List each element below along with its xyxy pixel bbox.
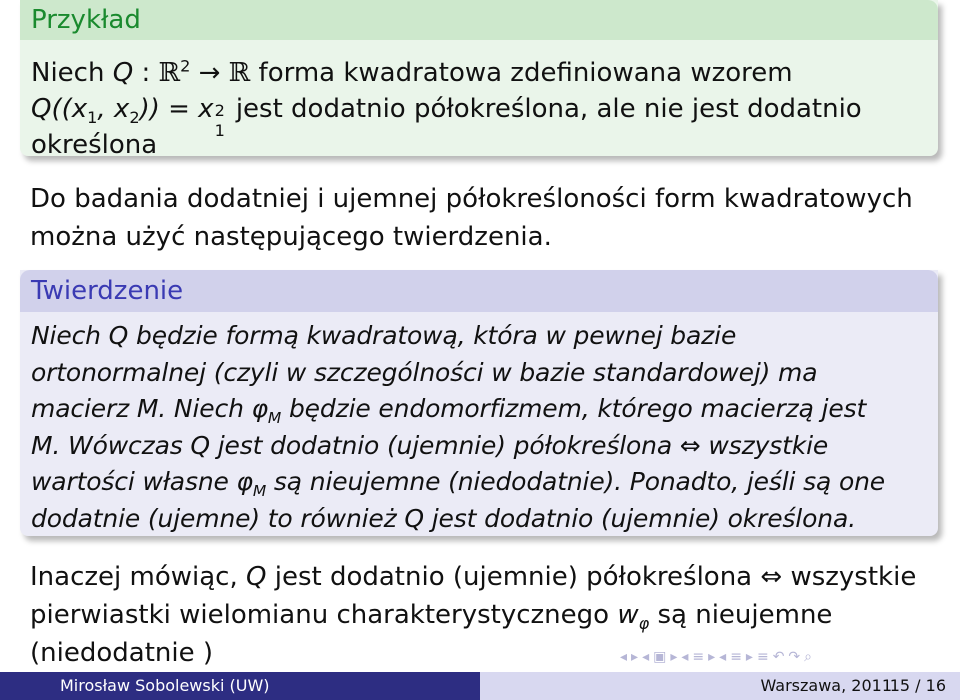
navigation-symbols (620, 648, 952, 666)
math-exponent: 2 (180, 56, 191, 76)
nav-slide-icon[interactable]: ▣ (653, 649, 667, 665)
nav-forward-icon[interactable]: ↷ (788, 649, 801, 665)
footer-right (480, 672, 960, 700)
paragraph-text: Inaczej mówiąc, (30, 562, 246, 592)
nav-section-icon[interactable]: ≡ (730, 649, 742, 665)
nav-subsection-icon[interactable]: ≡ (692, 649, 705, 665)
paragraph-line: można użyć następującego twierdzenia. (30, 222, 552, 252)
math-subscript: 2 (129, 108, 140, 128)
math-subscript: 1 (87, 108, 98, 128)
theorem-title: Twierdzenie (20, 270, 938, 312)
math-phi: φ (251, 394, 268, 423)
example-text: forma kwadratowa zdefiniowana wzorem (250, 58, 793, 88)
theorem-text: są nieujemne (niedodatnie). Ponadto, jeśli są one (266, 467, 886, 496)
footer-left (0, 672, 480, 700)
paragraph-line (30, 596, 930, 634)
theorem-line: dodatnie (ujemne) to również Q jest dodatnio (ujemnie) określona. (31, 503, 856, 533)
paragraph-line: Do badania dodatniej i ujemnej półokreśloności form kwadratowych (30, 184, 913, 214)
math-subscript: M (267, 409, 282, 427)
theorem-line (31, 391, 938, 428)
paragraph-text: są nieujemne (649, 600, 833, 630)
math-subscript: φ (638, 614, 650, 634)
math-subscript: M (252, 482, 267, 500)
iff-symbol: ⇔ (760, 562, 783, 592)
example-line-1 (31, 55, 938, 91)
example-title: Przykład (20, 0, 938, 40)
nav-back-icon[interactable]: ↶ (772, 649, 785, 665)
theorem-body (20, 312, 938, 537)
math-colon: : (133, 58, 159, 88)
math-expr: , x (97, 94, 130, 124)
math-Q: Q (246, 562, 267, 592)
math-phi: φ (236, 467, 253, 496)
paragraph-line (30, 558, 930, 596)
nav-document-icon[interactable]: ≡ (756, 649, 769, 665)
paragraph-line: (niedodatnie ) (30, 638, 213, 668)
nav-prev-subsection-icon[interactable]: ◂ (681, 649, 689, 665)
nav-search-icon[interactable]: ⌕ (804, 649, 812, 665)
paragraph-text: wszystkie (782, 562, 917, 592)
math-expr: )) = x (139, 94, 214, 124)
example-line-2: $Q((x_1$, $x_2)) = x$ 2 1 jest dodatnio półokreślona, ale nie jest dodatnio (31, 94, 862, 140)
math-R: ℝ (228, 58, 251, 88)
nav-next-section-icon[interactable]: ▸ (745, 649, 753, 665)
math-expr: Q((x (31, 94, 88, 124)
nav-prev-frame-icon[interactable]: ◂ (620, 649, 628, 665)
nav-next-icon[interactable]: ▸ (670, 649, 678, 665)
example-text: Niech (31, 58, 105, 88)
theorem-line (31, 464, 938, 501)
math-Q: Q (112, 58, 134, 88)
footer (0, 672, 960, 700)
footer-institution: Warszawa, 2011 (760, 676, 892, 695)
paragraph-text: pierwiastki wielomianu charakterystycznego (30, 600, 618, 630)
theorem-text: M. Wówczas Q jest dodatnio (ujemnie) półokreślona (31, 430, 680, 460)
theorem-text: macierz M. Niech (31, 394, 252, 423)
paragraph-text: jest dodatnio (ujemnie) półokreślona (266, 562, 761, 592)
math-w: w (617, 600, 639, 630)
theorem-line: Niech Q będzie formą kwadratową, która w pewnej bazie (31, 321, 737, 350)
example-block (20, 0, 938, 160)
nav-next-subsection-icon[interactable]: ▸ (708, 649, 716, 665)
nav-prev-icon[interactable]: ◂ (642, 649, 650, 665)
footer-author: Mirosław Sobolewski (UW) (60, 676, 270, 695)
nav-prev-section-icon[interactable]: ◂ (719, 649, 727, 665)
theorem-line: ortonormalnej (czyli w szczególności w bazie standardowej) ma (31, 357, 818, 387)
theorem-text: wartości własne (31, 467, 237, 496)
intro-paragraph (30, 180, 930, 256)
theorem-block (20, 270, 938, 536)
math-arrow: → (190, 58, 229, 88)
footer-page-number: 15 / 16 (889, 676, 946, 695)
theorem-text: będzie endomorfizmem, którego macierzą jest (281, 394, 867, 423)
math-R: ℝ (158, 58, 181, 88)
theorem-line (31, 428, 938, 465)
iff-symbol: ⇔ (679, 430, 701, 460)
nav-frame-icon[interactable]: ▸ (631, 649, 639, 665)
theorem-text: wszystkie (700, 430, 829, 460)
example-text: jest dodatnio półokreślona, ale nie jest dodatnio (227, 94, 862, 124)
example-line-3: określona (31, 130, 158, 160)
example-body (20, 40, 938, 163)
